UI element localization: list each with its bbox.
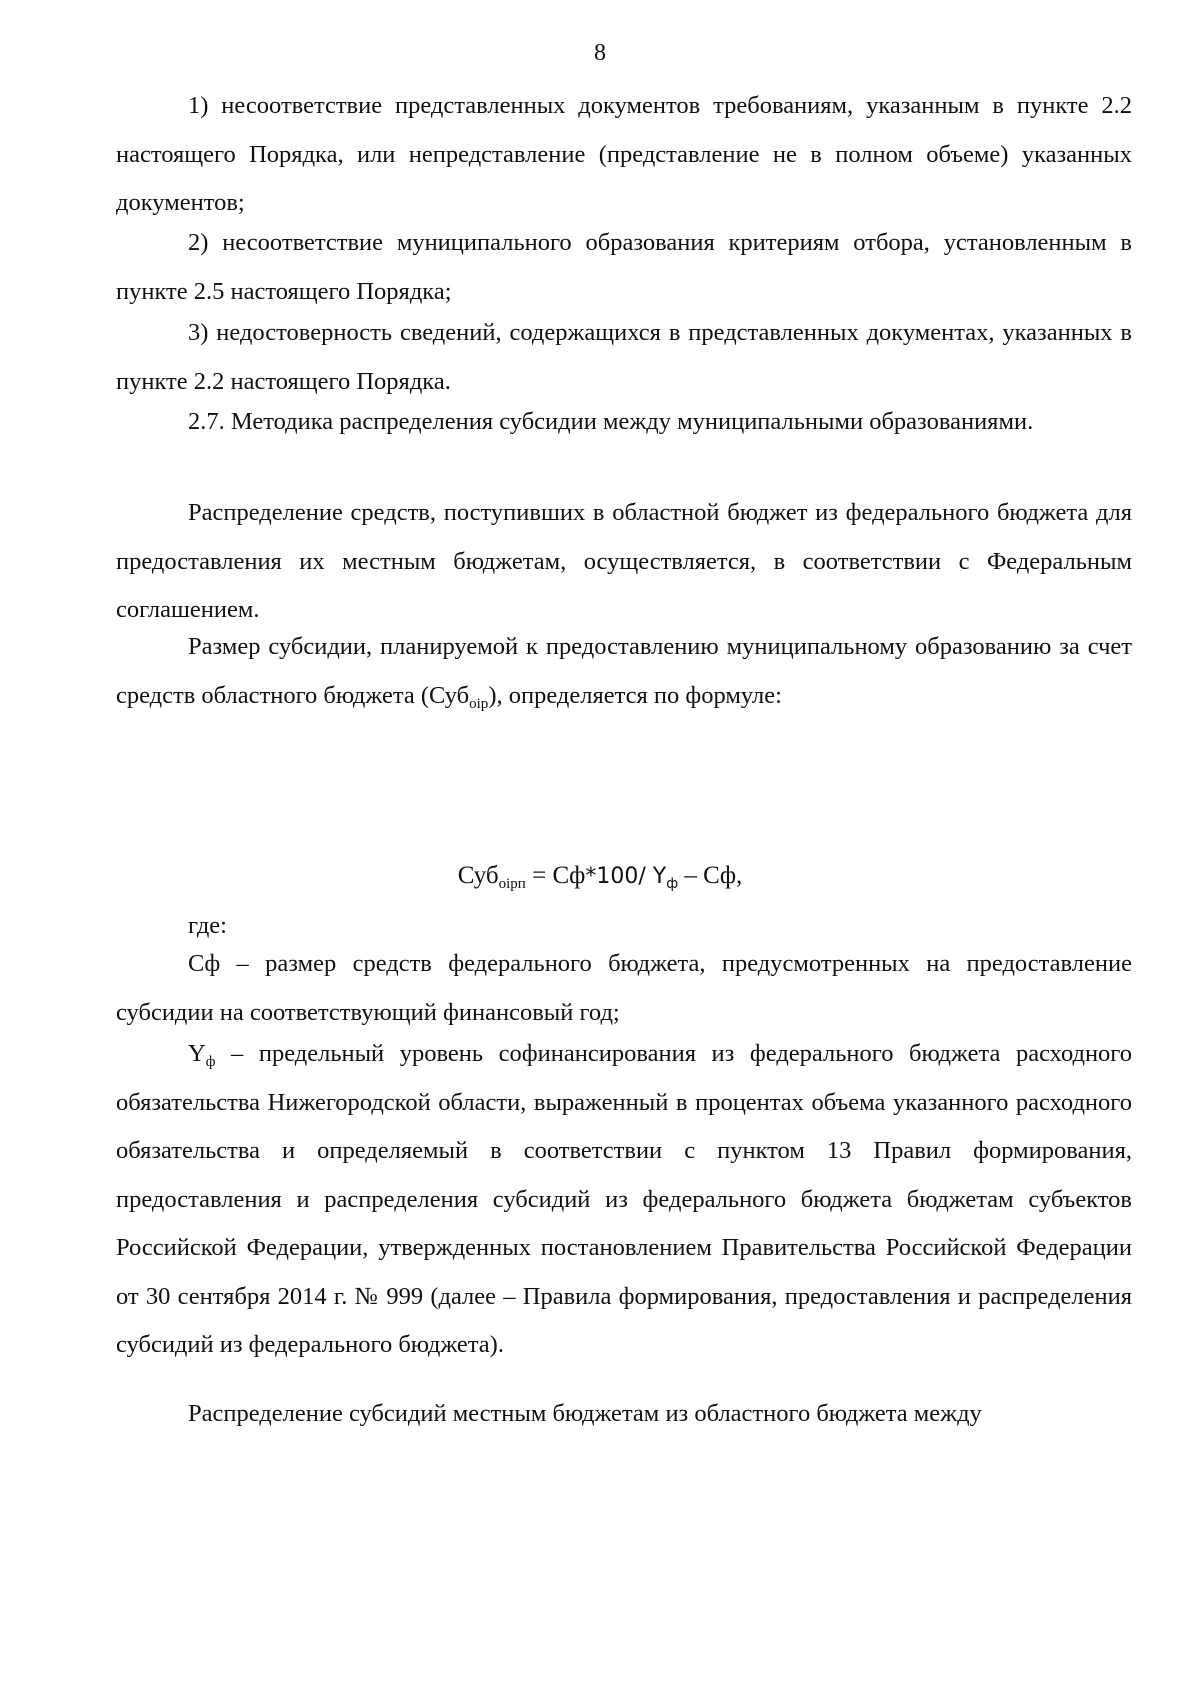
page-number: 8 xyxy=(594,40,606,66)
item-2-paragraph: 2) несоответствие муниципального образования критериям отбора, установленным в пункте 2.5 настоящего Порядка; xyxy=(116,229,1132,305)
sf-definition: Сф – размер средств федерального бюджета, предусмотренных на предоставление субсидии на соответствующий финансовый год; xyxy=(116,950,1132,1026)
formula-hundred: 100/ xyxy=(596,864,653,889)
last-paragraph: Распределение субсидий местным бюджетам из областного бюджета между xyxy=(188,1400,982,1427)
yf-text: – предельный уровень софинансирования из федерального бюджета расходного обязательства Нижегородской области, выраженный в процентах объема указанного расходного обязательства и определяемый в соответствии с пунктом 13 Правил формирования, предоставления и распределения субсидий из федерального бюджета бюджетам субъектов Российской Федерации, утвержденных постановлением Правительства Российской Федерации от 30 сентября 2014 г. № 999 (далее – Правила формирования, предоставления и распределения субсидий из федерального бюджета). xyxy=(116,1040,1132,1358)
subsidy-size-paragraph xyxy=(116,623,1132,720)
item-1-paragraph: 1) несоответствие представленных документов требованиям, указанным в пункте 2.2 настоящего Порядка, или непредставление (представление не в полном объеме) указанных документов; xyxy=(116,92,1132,216)
formula-y-index: ф xyxy=(666,876,679,892)
formula-sub-index: оірп xyxy=(498,876,526,892)
yf-index: ф xyxy=(205,1054,216,1070)
subsidy-size-text-before: Размер субсидии, планируемой к предоставлению муниципальному образованию за счет средств областного бюджета (Суб xyxy=(116,633,1132,709)
section-2-7-heading: 2.7. Методика распределения субсидии между муниципальными образованиями. xyxy=(188,408,1034,435)
yf-letter: Y xyxy=(188,1040,206,1067)
formula-sub-main: Суб xyxy=(457,862,499,889)
subsidy-size-text-after: ), определяется по формуле: xyxy=(488,681,782,709)
formula-equals: = Сф xyxy=(525,862,586,889)
formula-star: * xyxy=(585,864,597,889)
formula-minus: – Сф, xyxy=(678,862,743,889)
distribution-paragraph: Распределение средств, поступивших в областной бюджет из федерального бюджета для предоставления их местным бюджетам, осуществляется, в соответствии с Федеральным соглашением. xyxy=(116,499,1132,623)
formula-y-letter: Y xyxy=(652,864,667,889)
formula xyxy=(0,862,1200,890)
yf-definition xyxy=(116,1030,1132,1370)
where-label: где: xyxy=(188,912,227,939)
subsidy-size-subscript: оір xyxy=(469,695,489,712)
item-3-paragraph: 3) недостоверность сведений, содержащихся в представленных документах, указанных в пункте 2.2 настоящего Порядка. xyxy=(116,319,1132,395)
